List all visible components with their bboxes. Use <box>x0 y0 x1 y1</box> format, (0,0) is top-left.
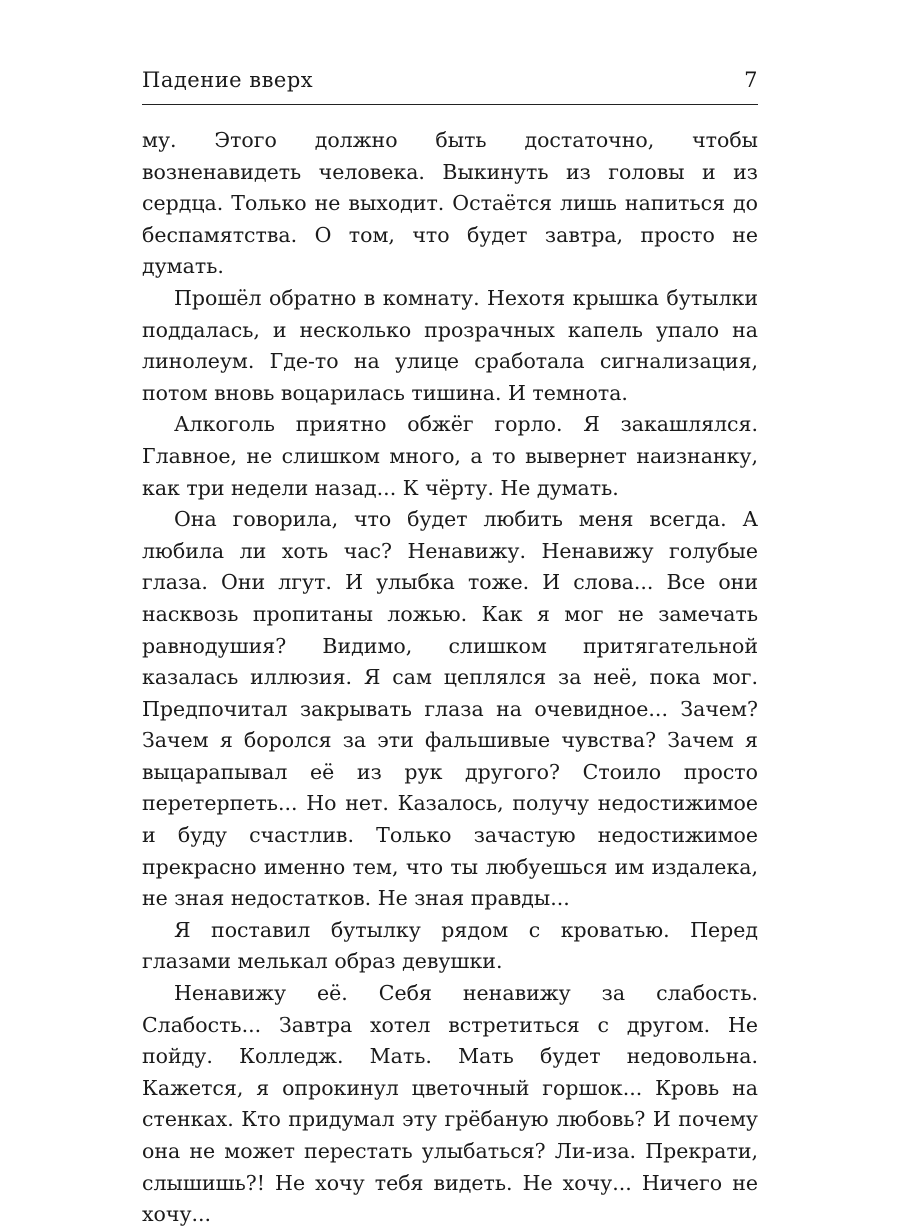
page-number: 7 <box>744 68 758 92</box>
paragraph: Прошёл обратно в комнату. Нехотя крышка бутылки поддалась, и несколько прозрачных капель упало на линолеум. Где-то на улице сработала сигнализация, потом вновь воцарилась тишина. И темнота. <box>142 285 758 405</box>
running-header <box>142 68 758 98</box>
paragraph: Она говорила, что будет любить меня всегда. А любила ли хоть час? Ненавижу. Ненавижу голубые глаза. Они лгут. И улыбка тоже. И слова... Все они насквозь пропитаны ложью. Как я мог не замечать равнодушия? Видимо, слишком притягательной казалась иллюзия. Я сам цеплялся за неё, пока мог. Предпочитал закрывать глаза на очевидное... Зачем? Зачем я боролся за эти фальшивые чувства? Зачем я выцарапывал её из рук другого? Стоило просто перетерпеть... Но нет. Казалось, получу недостижимое и буду счастлив. Только зачастую недостижимое прекрасно именно тем, что ты любуешься им издалека, не зная недостатков. Не зная правды... <box>142 507 758 911</box>
paragraph: Я поставил бутылку рядом с кроватью. Перед глазами мелькал образ девушки. <box>142 917 758 974</box>
paragraph: Ненавижу её. Себя ненавижу за слабость. Слабость... Завтра хотел встретиться с другом. Не пойду. Колледж. Мать. Мать будет недовольна. Кажется, я опрокинул цветочный горшок... Кровь на стенках. Кто придумал эту грёбаную любовь? И почему она не может перестать улыбаться? Ли-иза. Прекрати, слышишь?! Не хочу тебя видеть. Не хочу... Ничего не хочу... <box>142 981 758 1227</box>
paragraph: му. Этого должно быть достаточно, чтобы возненавидеть человека. Выкинуть из головы и из сердца. Только не выходит. Остаётся лишь напиться до беспамятства. О том, что будет завтра, просто не думать. <box>142 128 758 279</box>
running-title: Падение вверх <box>142 68 314 92</box>
paragraph: Алкоголь приятно обжёг горло. Я закашлялся. Главное, не слишком много, а то вывернет наизнанку, как три недели назад... К чёрту. Не думать. <box>142 412 758 500</box>
header-rule <box>142 104 758 105</box>
page-body <box>142 125 758 1231</box>
